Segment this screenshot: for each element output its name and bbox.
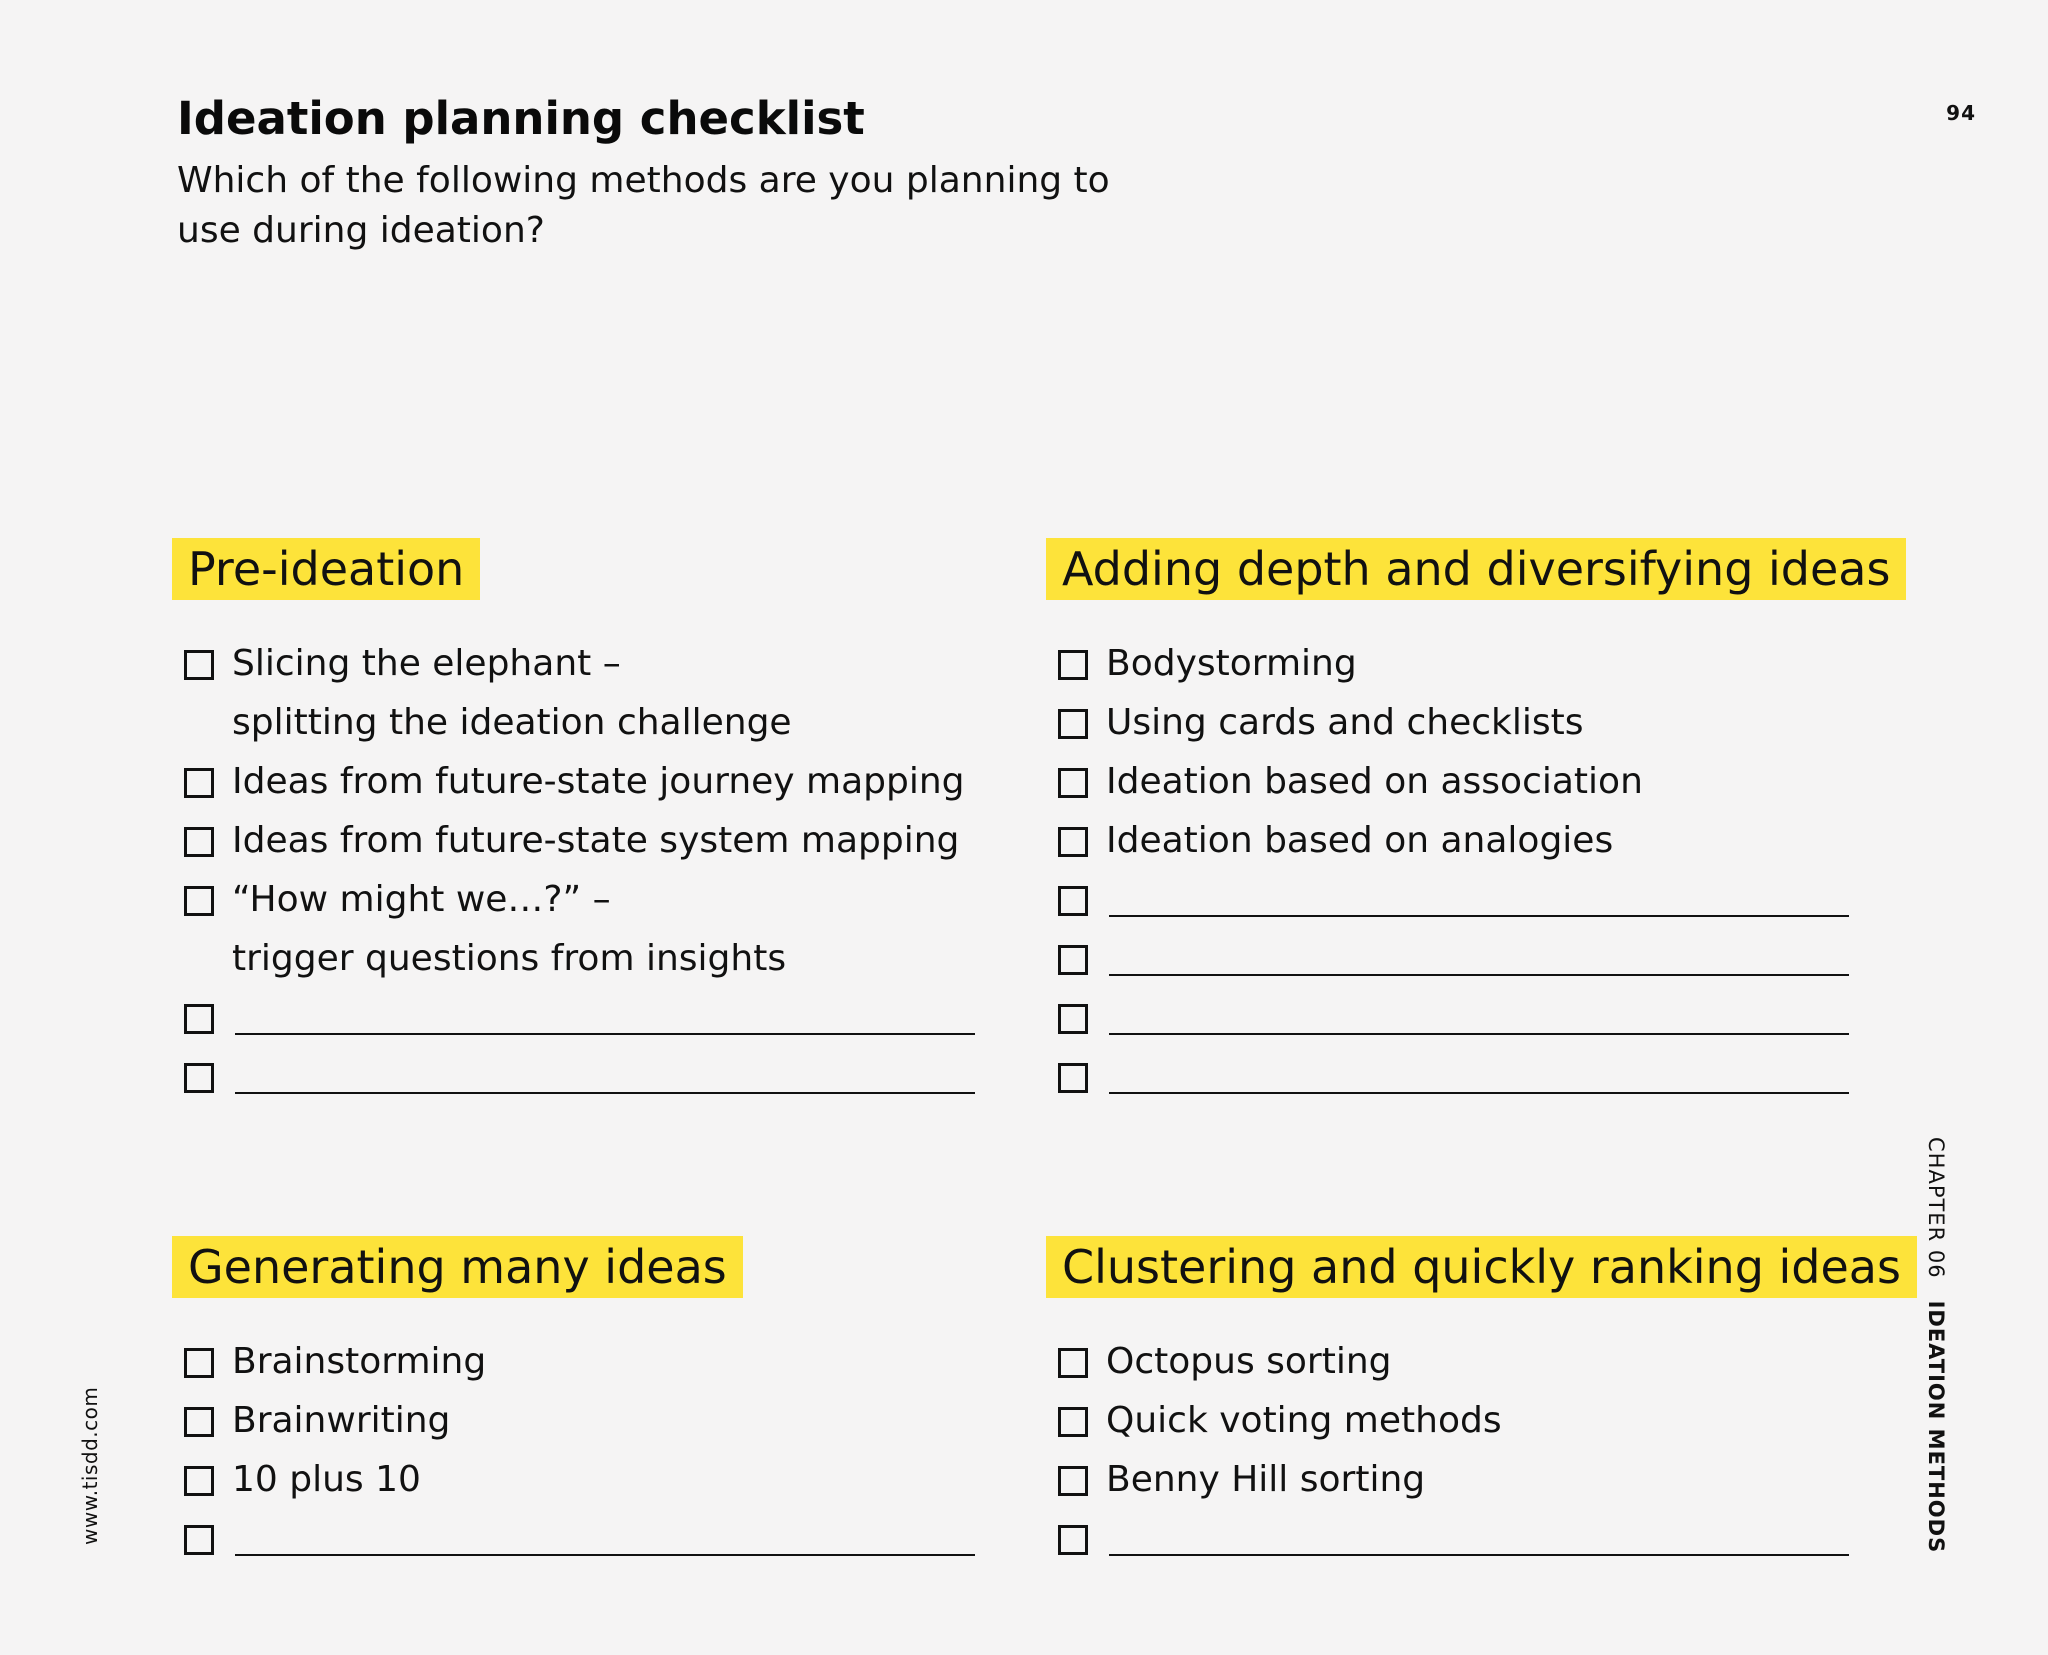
section-header-adding-depth: Adding depth and diversifying ideas bbox=[1046, 538, 1906, 600]
checklist-item-blank bbox=[1046, 1509, 1917, 1568]
checkbox[interactable] bbox=[184, 650, 214, 680]
checklist-item-label: Ideas from future-state system mapping bbox=[232, 820, 960, 861]
checkbox[interactable] bbox=[184, 1466, 214, 1496]
section-header-clustering-ranking: Clustering and quickly ranking ideas bbox=[1046, 1236, 1917, 1298]
checklist-item bbox=[1046, 634, 1906, 693]
checklist-item bbox=[1046, 1450, 1917, 1509]
checklist-item bbox=[172, 1332, 743, 1391]
section-header-pre-ideation: Pre-ideation bbox=[172, 538, 480, 600]
checkbox[interactable] bbox=[1058, 1407, 1088, 1437]
checkbox[interactable] bbox=[184, 827, 214, 857]
section-pre-ideation bbox=[172, 538, 965, 1106]
checkbox[interactable] bbox=[1058, 1525, 1088, 1555]
checklist-item-label: Using cards and checklists bbox=[1106, 702, 1584, 743]
page-subtitle: Which of the following methods are you planning to use during ideation? bbox=[177, 160, 1110, 251]
checkbox[interactable] bbox=[184, 1063, 214, 1093]
side-url: www.tisdd.com bbox=[78, 1386, 102, 1545]
side-chapter-label bbox=[1924, 1137, 1948, 1553]
checklist-item-label: Bodystorming bbox=[1106, 643, 1357, 684]
section-clustering-ranking bbox=[1046, 1236, 1917, 1568]
checklist-item bbox=[1046, 1332, 1917, 1391]
checklist-item-blank bbox=[1046, 870, 1906, 929]
write-in-line[interactable] bbox=[1109, 1092, 1849, 1094]
checklist-item bbox=[172, 634, 621, 693]
checklist-item-continuation bbox=[172, 929, 787, 988]
checklist-item-label: Ideas from future-state journey mapping bbox=[232, 761, 965, 802]
checklist-item bbox=[1046, 693, 1906, 752]
checklist-item bbox=[1046, 1391, 1917, 1450]
checklist-item-label: Benny Hill sorting bbox=[1106, 1459, 1426, 1500]
checklist-item-blank bbox=[172, 988, 480, 1047]
checklist-item-label: Brainwriting bbox=[232, 1400, 451, 1441]
write-in-line[interactable] bbox=[235, 1092, 975, 1094]
checklist-item bbox=[1046, 811, 1906, 870]
checklist-item-label: Brainstorming bbox=[232, 1341, 487, 1382]
checklist-item-blank bbox=[172, 1509, 743, 1568]
checkbox[interactable] bbox=[1058, 886, 1088, 916]
page-title: Ideation planning checklist bbox=[177, 92, 865, 145]
section-header-generating-ideas: Generating many ideas bbox=[172, 1236, 743, 1298]
checklist-item bbox=[172, 1450, 743, 1509]
write-in-line[interactable] bbox=[235, 1033, 975, 1035]
checkbox[interactable] bbox=[184, 768, 214, 798]
checkbox[interactable] bbox=[1058, 1466, 1088, 1496]
checkbox[interactable] bbox=[1058, 1063, 1088, 1093]
checkbox[interactable] bbox=[184, 1348, 214, 1378]
chapter-title: IDEATION METHODS bbox=[1924, 1300, 1948, 1554]
checkbox[interactable] bbox=[1058, 945, 1088, 975]
section-generating-ideas bbox=[172, 1236, 743, 1568]
checklist-clustering-ranking bbox=[1046, 1332, 1917, 1568]
checklist-item-label: Slicing the elephant – bbox=[232, 643, 621, 684]
checkbox[interactable] bbox=[1058, 827, 1088, 857]
checkbox[interactable] bbox=[184, 886, 214, 916]
checklist-item-label: Quick voting methods bbox=[1106, 1400, 1502, 1441]
checklist-item bbox=[172, 752, 965, 811]
checklist-item-label: Ideation based on analogies bbox=[1106, 820, 1614, 861]
checklist-item-blank bbox=[1046, 1047, 1906, 1106]
checkbox[interactable] bbox=[1058, 768, 1088, 798]
checkbox[interactable] bbox=[1058, 709, 1088, 739]
checklist-item-label: “How might we…?” – bbox=[232, 879, 611, 920]
checkbox[interactable] bbox=[1058, 1348, 1088, 1378]
checkbox[interactable] bbox=[184, 1525, 214, 1555]
checklist-item-label: trigger questions from insights bbox=[232, 938, 787, 979]
checklist-item-label: Octopus sorting bbox=[1106, 1341, 1392, 1382]
checkbox[interactable] bbox=[184, 1004, 214, 1034]
checklist-item-label: Ideation based on association bbox=[1106, 761, 1643, 802]
checkbox[interactable] bbox=[1058, 650, 1088, 680]
checklist-item bbox=[1046, 752, 1906, 811]
checklist-item-blank bbox=[1046, 988, 1906, 1047]
checklist-item-continuation bbox=[172, 693, 792, 752]
page-number: 94 bbox=[1946, 101, 1976, 125]
checklist-pre-ideation bbox=[172, 634, 965, 1106]
checklist-item-label: 10 plus 10 bbox=[232, 1459, 421, 1500]
checklist-generating-ideas bbox=[172, 1332, 743, 1568]
checkbox[interactable] bbox=[1058, 1004, 1088, 1034]
write-in-line[interactable] bbox=[1109, 1033, 1849, 1035]
checklist-adding-depth bbox=[1046, 634, 1906, 1106]
checkbox[interactable] bbox=[184, 1407, 214, 1437]
checklist-item-blank bbox=[172, 1047, 480, 1106]
checklist-item bbox=[172, 811, 960, 870]
write-in-line[interactable] bbox=[1109, 915, 1849, 917]
checklist-item-blank bbox=[1046, 929, 1906, 988]
checklist-item bbox=[172, 1391, 743, 1450]
write-in-line[interactable] bbox=[235, 1554, 975, 1556]
checklist-item bbox=[172, 870, 611, 929]
write-in-line[interactable] bbox=[1109, 974, 1849, 976]
checklist-item-label: splitting the ideation challenge bbox=[232, 702, 792, 743]
chapter-number: CHAPTER 06 bbox=[1924, 1137, 1948, 1279]
write-in-line[interactable] bbox=[1109, 1554, 1849, 1556]
section-adding-depth bbox=[1046, 538, 1906, 1106]
